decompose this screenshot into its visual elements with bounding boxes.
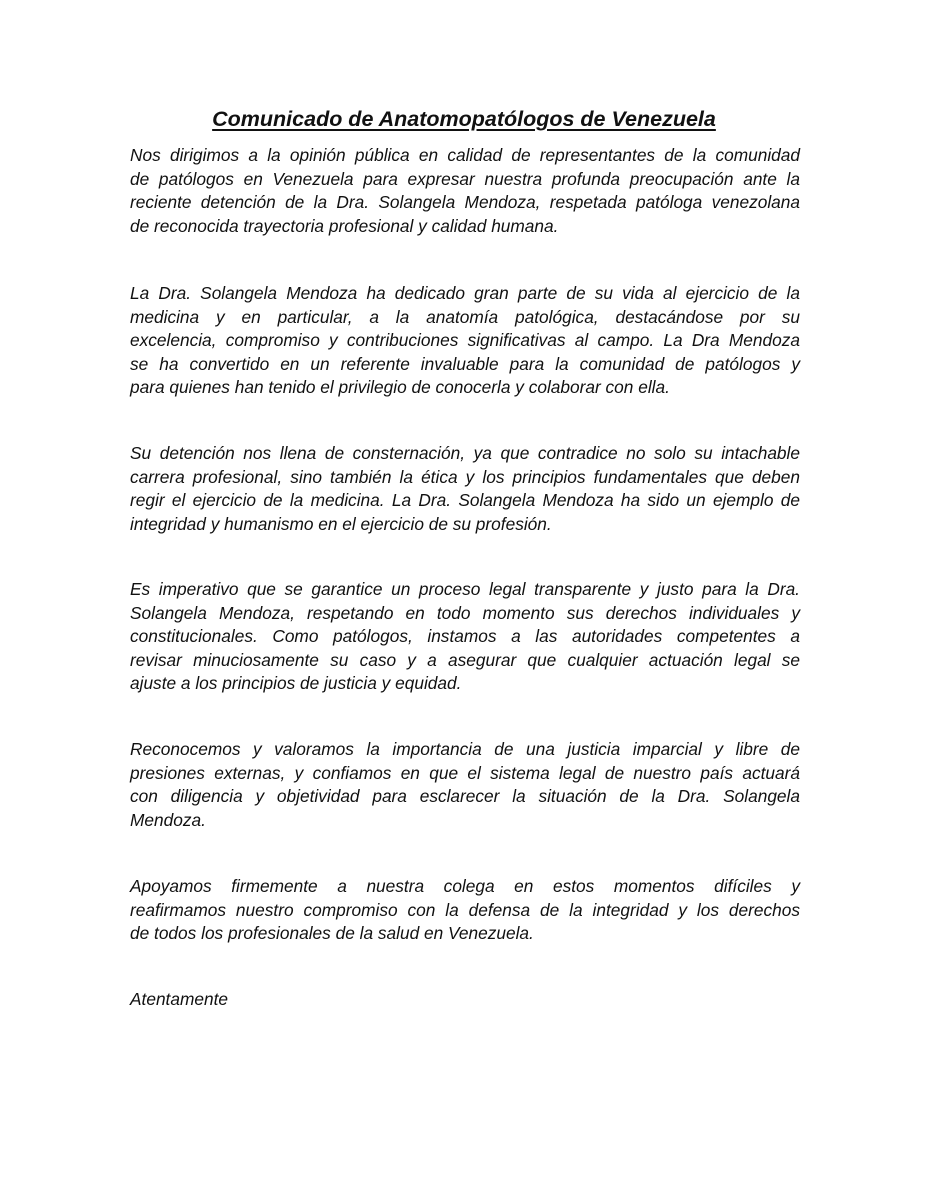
paragraph-2 [130, 282, 800, 400]
paragraph-line: Es imperativo que se garantice un proceso legal transparente y justo para la Dra. [130, 579, 800, 599]
paragraph-line: carrera profesional, sino también la ética y los principios fundamentales que deben [130, 466, 800, 487]
paragraph-line: para quienes han tenido el privilegio de conocerla y colaborar con ella. [130, 377, 670, 397]
paragraph-line: excelencia, compromiso y contribuciones significativas al campo. La Dra Mendoza [130, 330, 800, 350]
paragraph-line: Mendoza. [130, 809, 206, 830]
paragraph-4 [130, 578, 800, 696]
paragraph-line: se ha convertido en un referente invaluable para la comunidad de patólogos y [130, 353, 800, 374]
paragraph-line: medicina y en particular, a la anatomía patológica, destacándose por su [130, 306, 800, 327]
paragraph-line: reafirmamos nuestro compromiso con la defensa de la integridad y los derechos [130, 899, 800, 920]
paragraph-line: reciente detención de la Dra. Solangela Mendoza, respetada patóloga venezolana [130, 192, 800, 212]
paragraph-line: de reconocida trayectoria profesional y calidad humana. [130, 215, 559, 236]
paragraph-6 [130, 875, 800, 946]
paragraph-line: de patólogos en Venezuela para expresar nuestra profunda preocupación ante la [130, 168, 800, 189]
document-title: Comunicado de Anatomopatólogos de Venezuela [212, 107, 716, 131]
paragraph-line: revisar minuciosamente su caso y a asegurar que cualquier actuación legal se [130, 649, 800, 670]
paragraph-line: constitucionales. Como patólogos, instamos a las autoridades competentes a [130, 626, 800, 646]
paragraph-line: Su detención nos llena de consternación, ya que contradice no solo su intachable [130, 443, 800, 463]
paragraph-line: Apoyamos firmemente a nuestra colega en estos momentos difíciles y [130, 876, 800, 896]
paragraph-line: Reconocemos y valoramos la importancia de una justicia imparcial y libre de [130, 739, 800, 759]
paragraph-3 [130, 442, 800, 536]
paragraph-line: La Dra. Solangela Mendoza ha dedicado gran parte de su vida al ejercicio de la [130, 283, 800, 303]
paragraph-line: integridad y humanismo en el ejercicio de su profesión. [130, 513, 552, 534]
paragraph-line: con diligencia y objetividad para esclarecer la situación de la Dra. Solangela [130, 786, 800, 806]
paragraph-1 [130, 144, 800, 238]
paragraph-line: Nos dirigimos a la opinión pública en calidad de representantes de la comunidad [130, 145, 800, 165]
paragraph-line: presiones externas, y confiamos en que el sistema legal de nuestro país actuará [130, 762, 800, 783]
paragraph-line: Solangela Mendoza, respetando en todo momento sus derechos individuales y [130, 602, 800, 623]
paragraph-line: ajuste a los principios de justicia y equidad. [130, 673, 462, 693]
paragraph-line: de todos los profesionales de la salud en Venezuela. [130, 923, 534, 943]
paragraph-5 [130, 738, 800, 832]
closing-text: Atentamente [130, 989, 228, 1009]
paragraph-line: regir el ejercicio de la medicina. La Dra. Solangela Mendoza ha sido un ejemplo de [130, 490, 800, 510]
